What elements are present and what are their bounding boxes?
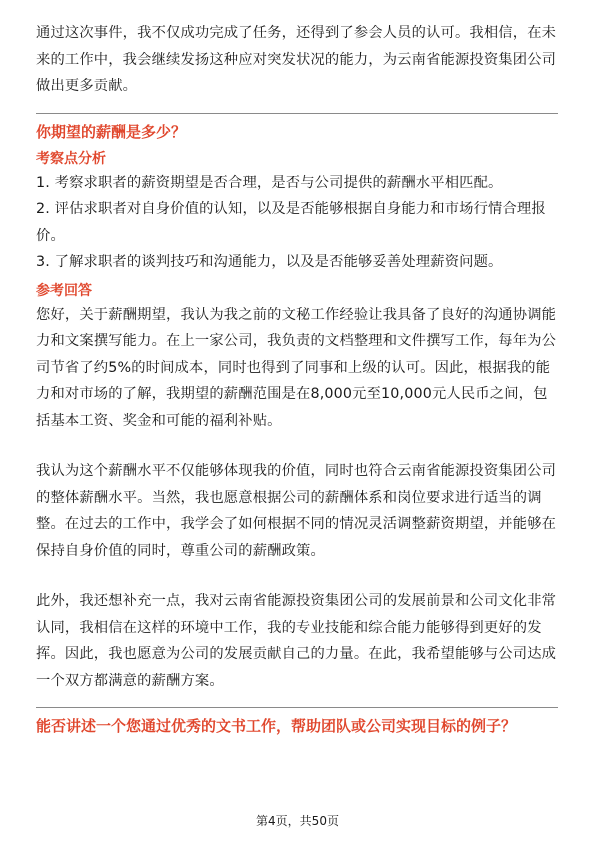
intro-paragraph: 通过这次事件，我不仅成功完成了任务，还得到了参会人员的认可。我相信，在未来的工作中，我会继续发扬这种应对突发状况的能力，为云南省能源投资集团公司做出更多贡献。 (36, 25, 557, 94)
answer-paragraph: 此外，我还想补充一点，我对云南省能源投资集团公司的发展前景和公司文化非常认同，我相信在这样的环境中工作，我的专业技能和综合能力能够得到更好的发挥。因此，我也愿意为公司的发展贡献自己的力量。在此，我希望能够与公司达成一个双方都满意的薪酬方案。 (36, 593, 557, 689)
section-divider (36, 113, 558, 114)
answer-paragraph: 您好，关于薪酬期望，我认为我之前的文秘工作经验让我具备了良好的沟通协调能力和文案撰写能力。在上一家公司，我负责的文档整理和文件撰写工作，每年为公司节省了约5%的时间成本，同时也得到了同事和上级的认可。因此，根据我的能力和对市场的了解，我期望的薪酬范围是在8,000元至10,000元人民币之间，包括基本工资、奖金和可能的福利补贴。 (36, 306, 557, 429)
page-number: 第4页，共50页 (256, 814, 339, 828)
analysis-heading: 考察点分析 (36, 150, 106, 167)
question-heading: 你期望的薪酬是多少？ (36, 122, 187, 141)
document-page (36, 20, 558, 740)
analysis-item: 3. 了解求职者的谈判技巧和沟通能力，以及是否能够妥善处理薪资问题。 (36, 254, 503, 270)
answer-heading: 参考回答 (36, 282, 92, 299)
section-divider (36, 707, 558, 708)
question-heading: 能否讲述一个您通过优秀的文书工作，帮助团队或公司实现目标的例子？ (36, 717, 517, 735)
analysis-item: 1. 考察求职者的薪资期望是否合理，是否与公司提供的薪酬水平相匹配。 (36, 174, 503, 191)
analysis-item: 2. 评估求职者对自身价值的认知，以及是否能够根据自身能力和市场行情合理报价。 (36, 201, 546, 244)
answer-paragraph: 我认为这个薪酬水平不仅能够体现我的价值，同时也符合云南省能源投资集团公司的整体薪酬水平。当然，我也愿意根据公司的薪酬体系和岗位要求进行适当的调整。在过去的工作中，我学会了如何根据不同的情况灵活调整薪资期望，并能够在保持自身价值的同时，尊重公司的薪酬政策。 (36, 463, 557, 559)
